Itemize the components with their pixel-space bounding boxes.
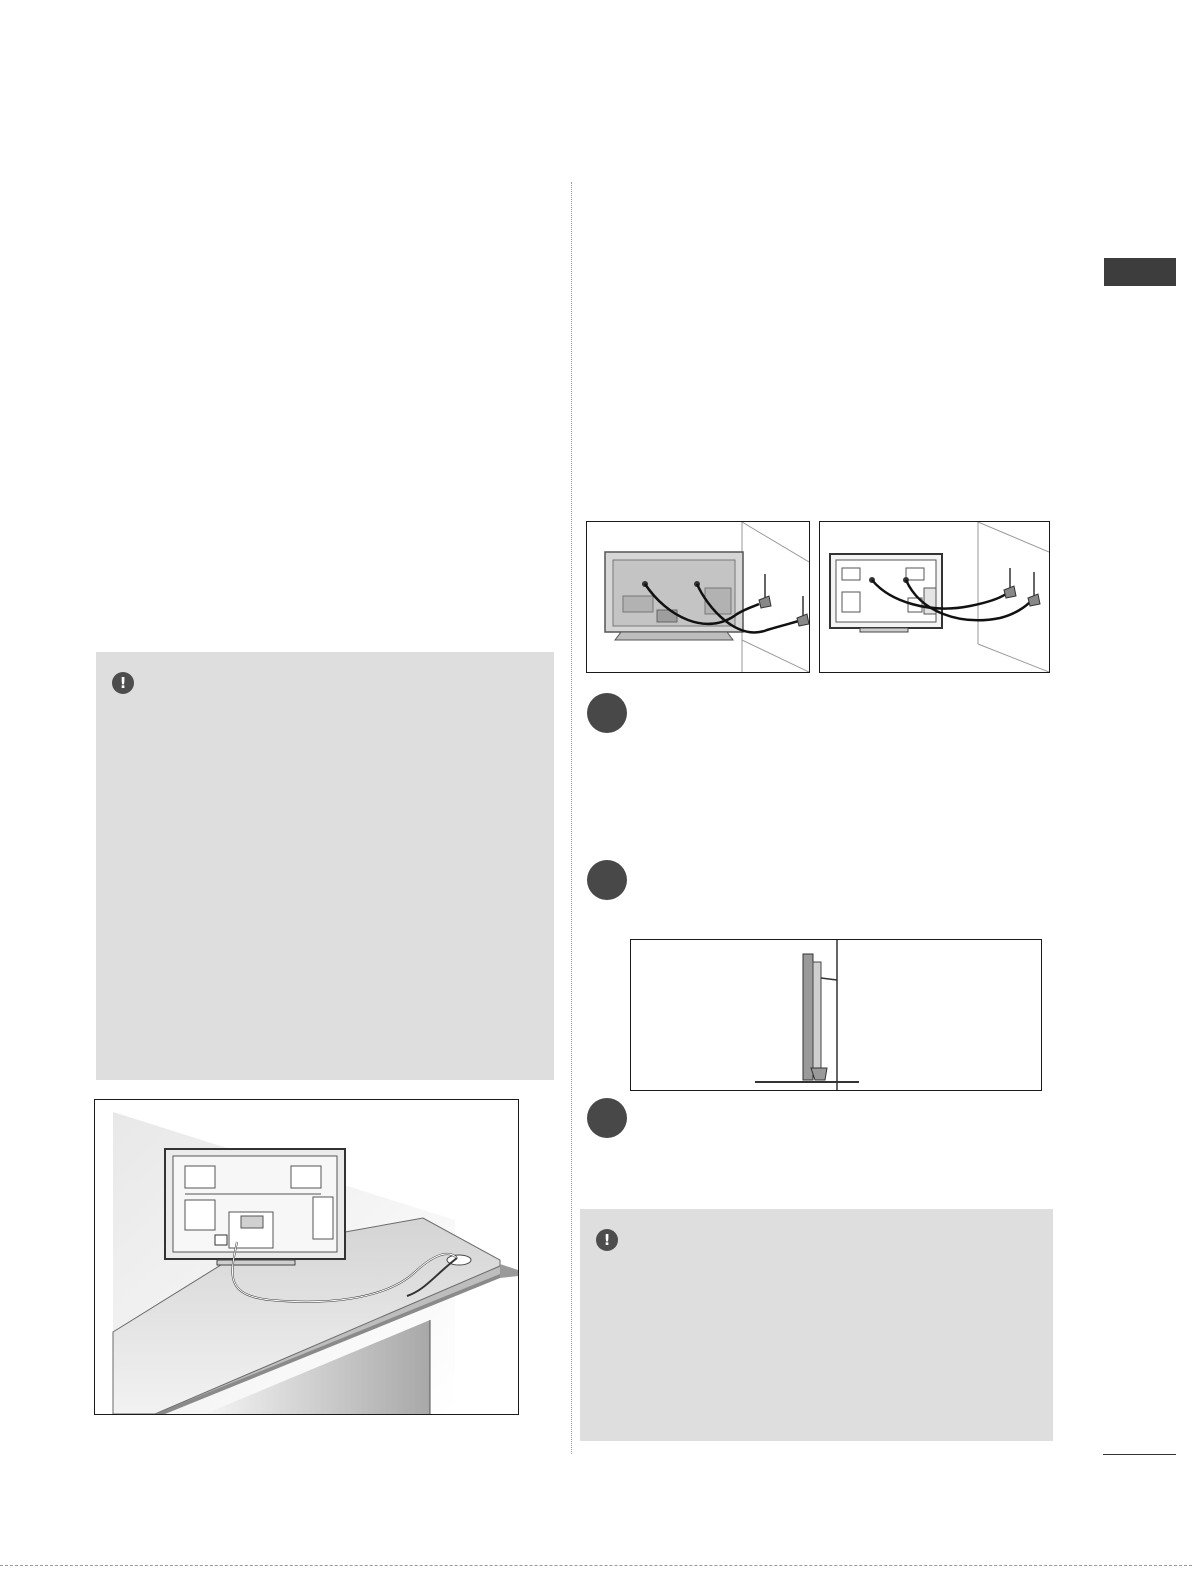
step-2-dot: [587, 860, 627, 900]
page-number-rule: [1103, 1454, 1176, 1455]
exclamation-icon: !: [596, 1229, 618, 1251]
section-tab-marker: [1104, 258, 1176, 286]
column-divider: [571, 182, 572, 1454]
left-note-box: [96, 652, 554, 1080]
right-note-box: [580, 1209, 1053, 1441]
figure-wall-cable-left: [586, 521, 810, 673]
step-1-dot: [587, 693, 627, 733]
step-3-dot: [587, 1098, 627, 1138]
tv-on-desk-with-cable-illustration: [95, 1100, 518, 1414]
figure-tv-on-desk: [94, 1099, 519, 1415]
exclamation-icon: !: [112, 672, 134, 694]
figure-wall-cable-right: [819, 521, 1050, 673]
tv-side-view-against-wall-illustration: [631, 940, 1041, 1090]
tv-back-wall-cable-illustration-2: [820, 522, 1049, 672]
page-bottom-crop-line: [0, 1565, 1192, 1566]
figure-tv-side-view: [630, 939, 1042, 1091]
tv-back-wall-cable-illustrations: [587, 522, 809, 672]
